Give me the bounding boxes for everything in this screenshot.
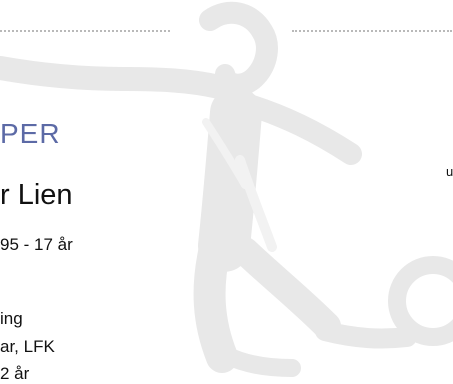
player-name: r Lien	[0, 179, 73, 211]
side-text-fragment: u	[446, 164, 453, 179]
bottom-cut-text: 2 år	[0, 364, 30, 383]
player-club: ar, LFK	[0, 337, 55, 356]
player-role-heading: PER	[0, 118, 61, 149]
player-position: ing	[0, 309, 23, 328]
birth-and-age: 95 - 17 år	[0, 235, 73, 254]
